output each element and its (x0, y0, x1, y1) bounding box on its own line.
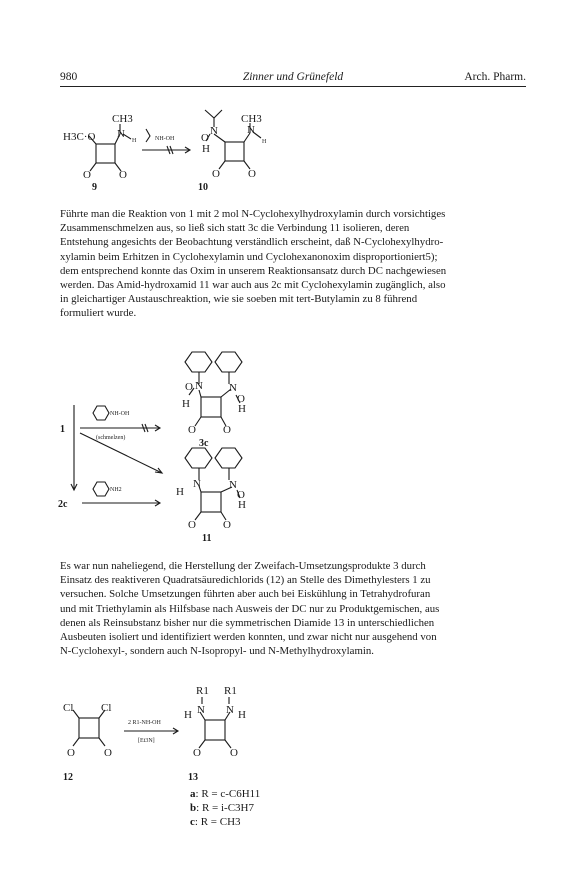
compound-1: 1 (60, 424, 65, 435)
compound-10: 10 (198, 182, 208, 193)
nitrogen-label: N (195, 380, 203, 392)
hydrogen-label: H (262, 139, 267, 145)
text-line: Entstehung angesichts der Beobachtung verständlich erscheint, daß N-Cyclohexylhydro- (60, 236, 444, 249)
hydrogen-label: H (238, 403, 246, 415)
compound-3c: 3c (199, 438, 209, 449)
hydrogen-label: H (176, 486, 184, 498)
nitrogen-label: N (247, 124, 255, 136)
text-line: und mit Triethylamin als Hilfsbase nach Ausweis der DC nur zu Produktgemischen, aus (60, 602, 440, 615)
text-line: N-Cyclohexyl-, sondern auch N-Isopropyl- und N-Methylhydroxylamin. (60, 645, 374, 658)
text-line: versuchen. Solche Umsetzungen führten aber auch bei Eiskühlung in Tetrahydrofuran (60, 588, 431, 601)
oxygen-label: O (230, 747, 238, 759)
text-line: Ausbeuten isoliert und identifiziert werden konnten, und zwar nicht nur ausgehend von (60, 631, 437, 644)
nitrogen-label: N (197, 704, 205, 716)
compound-13: 13 (188, 772, 198, 783)
hydrogen-label: H (238, 499, 246, 511)
nitrogen-label: N (229, 479, 237, 491)
oxygen-label: O (193, 747, 201, 759)
methyl-label: CH3 (241, 113, 262, 125)
text-line: denen als Reinsubstanz bisher nur die symmetrischen Diamide 13 in unterschiedlichen (60, 616, 435, 629)
oxygen-label: O (185, 381, 193, 393)
text-line: dem entsprechend konnte das Oxim in unserem Reaktionsansatz durch DC nachgewiesen (60, 264, 447, 277)
chlorine-label: Cl (101, 702, 112, 714)
oxygen-label: O (83, 169, 91, 181)
reagent-label: NH2 (110, 487, 122, 493)
chlorine-label: Cl (63, 702, 74, 714)
reagent-label: NH-OH (155, 136, 175, 142)
nitrogen-label: N (210, 125, 218, 137)
oxygen-label: O (223, 519, 231, 531)
oxygen-label: O (212, 168, 220, 180)
squaric-ring-13 (205, 720, 225, 740)
page-number: 980 (60, 71, 78, 83)
text-line: Es war nun naheliegend, die Herstellung der Zweifach-Umsetzungsprodukte 3 durch (60, 560, 426, 572)
methyl-label: CH3 (112, 113, 133, 125)
compound-2c: 2c (58, 499, 68, 510)
r1-label: R1 (224, 685, 237, 697)
compound-12: 12 (63, 772, 73, 783)
base-label: [Et3N] (138, 738, 155, 744)
substituent-b: b: R = i-C3H7 (190, 802, 254, 814)
text-line: Zusammenschmelzen aus, so ließ sich statt 3c die Verbindung 11 isolieren, deren (60, 222, 410, 235)
reagent-label: NH-OH (110, 411, 130, 417)
oxygen-label: O (248, 168, 256, 180)
nitrogen-label: N (226, 704, 234, 716)
r1-label: R1 (196, 685, 209, 697)
nitrogen-label: N (229, 382, 237, 394)
hydrogen-label: H (202, 143, 210, 155)
text-line: Einsatz des reaktiveren Quadratsäuredichlorids (12) an Stelle des Dimethylesters 1 zu (60, 574, 431, 587)
condition-label: (schmelzen) (96, 435, 126, 441)
hydrogen-label: H (238, 709, 246, 721)
oxygen-label: O (67, 747, 75, 759)
oxygen-label: O (188, 424, 196, 436)
hydrogen-label: H (182, 398, 190, 410)
substituent-a: a: R = c-C6H11 (190, 788, 261, 800)
reagent-label: 2 R1-NH-OH (128, 720, 161, 726)
running-title: Zinner und Grünefeld (242, 71, 344, 83)
oxygen-label: O (188, 519, 196, 531)
text-line: formuliert wurde. (60, 307, 137, 320)
squaric-ring-12 (79, 718, 99, 738)
text-line: werden. Das Amid-hydroxamid 11 war auch aus 2c mit Cyclohexylamin zugänglich, also (60, 279, 446, 292)
text-line: Führte man die Reaktion von 1 mit 2 mol N-Cyclohexylhydroxylamin durch vorsichtiges (60, 208, 446, 220)
substituent-c: c: R = CH3 (190, 816, 241, 828)
hydrogen-label: H (184, 709, 192, 721)
compound-11: 11 (202, 533, 212, 544)
oxygen-label: O (237, 393, 245, 405)
compound-9: 9 (92, 182, 97, 193)
journal-name: Arch. Pharm. (464, 71, 526, 83)
nitrogen-label: N (193, 478, 201, 490)
methoxy-group: H3C·O (63, 131, 96, 143)
oxygen-label: O (237, 489, 245, 501)
oxygen-label: O (104, 747, 112, 759)
oxygen-label: O (201, 132, 209, 144)
hydrogen-label: H (132, 138, 137, 144)
text-line: xylamin beim Erhitzen in Cyclohexylamin und Cyclohexanonoxim disproportioniert5); (60, 250, 438, 263)
oxygen-label: O (223, 424, 231, 436)
text-line: in gleichartiger Austauschreaktion, wie sie soeben mit tert-Butylamin zu 8 führend (60, 293, 418, 306)
nitrogen-label: N (117, 128, 125, 140)
oxygen-label: O (119, 169, 127, 181)
